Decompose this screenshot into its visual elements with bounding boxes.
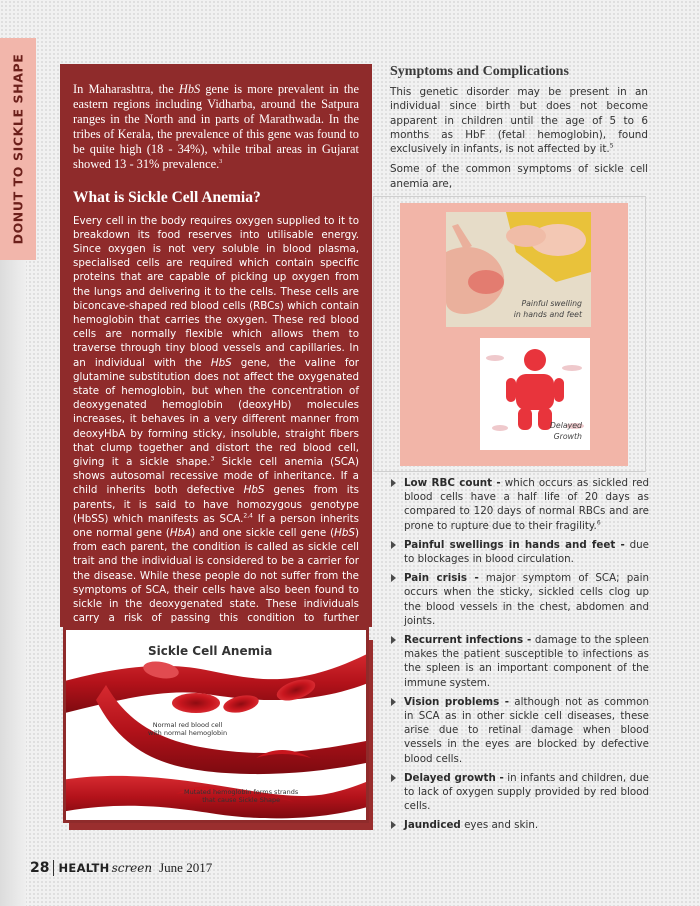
what-is-sca-paragraph: Every cell in the body requires oxygen supplied to it to breakdown its food reserves into utilisable energy. Since oxygen is not very soluble in blood plasma, specialised cells are required which contain specific proteins that are capable of picking up oxygen from the lungs and delivering it to the cells. These cells are biconcave-shaped red blood cells (RBCs) which contain hemoglobin that carries the oxygen. These red blood cells are normally flexible which allows them to traverse through tiny blood vessels and capillaries. In an individual with the HbS gene, the valine for glutamine substitution does not affect the oxygenated state of hemoglobin, but when the concentration of deoxygenated hemoglobin (deoxyHb) molecules increases, it behaves in a very different manner from deoxyHbA by forming sticky, insoluble, straight fibers that clump together and distort the red blood cell, giving it a sickle shape.$^3$ Sickle cell anemia (SCA) shows autosomal recessive mode of inheritance. If a child inherits both defective HbS genes from its parents, it is said to have homozygous genotype (HbSS) which manifests as SCA.$^{2,4}$ If a person inherits one normal gene (HbA) and one sickle cell gene (HbS) from each parent, the condition is called as sickle cell trait and the individual is considered to be a carrier for the disease. While these people do not suffer from the symptoms of SCA, their cells have also been found to sickle in the deoxygenated state. These individuals carry a risk of passing this condition to further [73, 214, 360, 625]
side-margin-shade [0, 260, 26, 906]
bullet-arrow-icon [391, 479, 396, 487]
delayed-growth-caption: Delayed Growth [549, 421, 582, 441]
intro-paragraph: In Maharashtra, the HbS gene is more prevalent in the eastern regions including Vidharba, around the Satpura ranges in the North and in parts of Marathwada. In the tribes of Kerala, the prevalence of this gene was found to be quite high (18 - 34%), while tribal areas in Gujarat showed 13 - 31% prevalence.$^3$ [73, 82, 359, 172]
mutated-cell-caption: Mutated hemoglobin forms strands that cause Sickle Shape [184, 788, 299, 804]
list-item: Vision problems - although not as common in SCA as in other sickle cell diseases, these arise due to retinal damage when blood vessels in the eyes are blocked by defective blood cells. [391, 695, 649, 766]
middle-blood-vessel [96, 685, 366, 774]
right-text-column [390, 64, 648, 191]
list-item: Jaundiced eyes and skin. [391, 818, 649, 832]
magazine-name-italic: screen [111, 861, 153, 875]
left-text-box [60, 64, 372, 627]
sickle-cell-illustration [63, 627, 369, 823]
page-number: 28 [30, 860, 54, 876]
list-item: Pain crisis - major symptom of SCA; pain occurs when the sticky, sickled cells clog up the blood vessels in the chest, abdomen and joints. [391, 571, 649, 628]
bullet-arrow-icon [391, 698, 396, 706]
magazine-name-bold: HEALTH [58, 861, 110, 875]
list-item: Painful swellings in hands and feet - due to blockages in blood circulation. [391, 538, 649, 566]
baby-head [524, 349, 546, 371]
symptoms-paragraph-2: Some of the common symptoms of sickle cell anemia are, [390, 163, 648, 190]
bullet-arrow-icon [391, 636, 396, 644]
bullet-arrow-icon [391, 541, 396, 549]
bullet-arrow-icon [391, 821, 396, 829]
bullet-arrow-icon [391, 774, 396, 782]
list-item: Low RBC count - which occurs as sickled red blood cells have a half life of 20 days as compared to 120 days of normal RBCs and are prone to rupture due to their fragility.$^6$ [391, 476, 649, 533]
list-item: Delayed growth - in infants and children, due to lack of oxygen supply provided by red blood cells. [391, 771, 649, 814]
swelling-caption: Painful swelling in hands and feet [513, 299, 582, 319]
page-footer [30, 858, 212, 878]
baby-body [516, 374, 554, 410]
symptoms-paragraph-1: This genetic disorder may be present in an individual since birth but does not become apparent in children until the age of 5 to 6 months as HbF (fetal hemoglobin), found exclusively in infants, is not affected by it.$^5$ [390, 86, 648, 156]
issue-date: June 2017 [159, 860, 213, 875]
bullet-arrow-icon [391, 574, 396, 582]
normal-cell-caption: Normal red blood cell with normal hemoglobin [148, 721, 228, 737]
section-title-vertical: DONUT TO SICKLE SHAPE [10, 53, 26, 245]
what-is-sca-heading: What is Sickle Cell Anemia? [73, 188, 261, 206]
list-item: Recurrent infections - damage to the spleen makes the patient susceptible to infections as the spleen is an important component of the immune system. [391, 633, 649, 690]
normal-red-cell [172, 693, 220, 713]
symptoms-heading: Symptoms and Complications [390, 64, 569, 79]
illustration-title: Sickle Cell Anemia [148, 644, 273, 658]
symptoms-list [391, 476, 649, 838]
foot-shape [506, 225, 546, 247]
